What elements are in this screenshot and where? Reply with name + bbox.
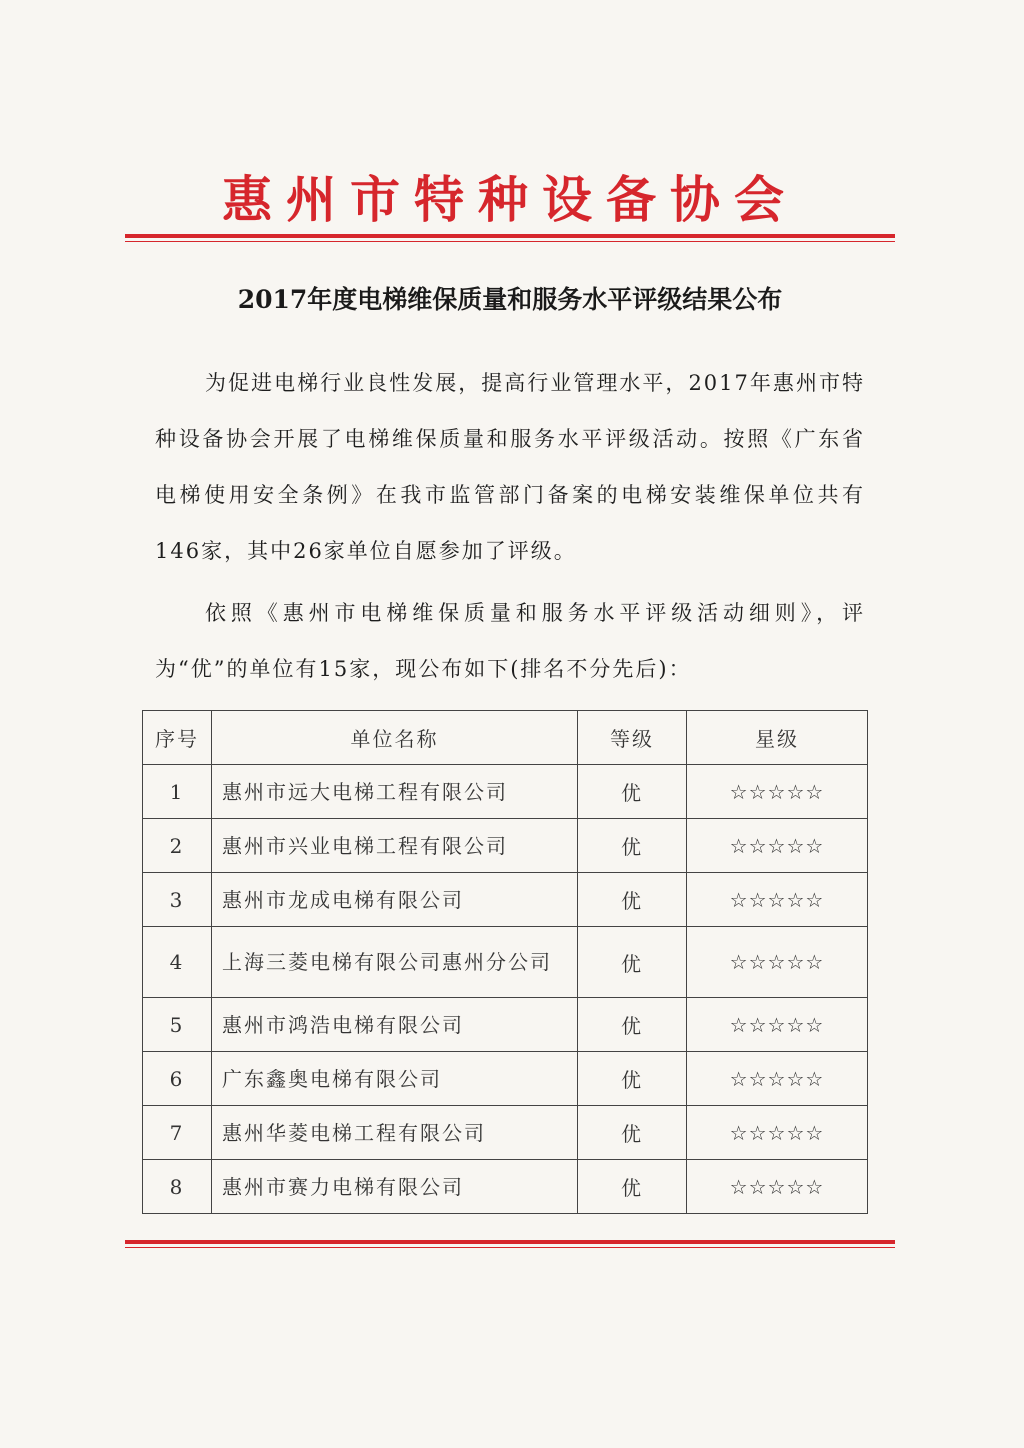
header-grade: 等级	[578, 711, 687, 765]
row-star-rating: ☆☆☆☆☆	[687, 1106, 868, 1160]
header-company-name: 单位名称	[212, 711, 578, 765]
table-row	[143, 927, 868, 998]
row-star-rating: ☆☆☆☆☆	[687, 1052, 868, 1106]
row-company-name: 惠州市赛力电梯有限公司	[212, 1160, 578, 1214]
row-grade: 优	[578, 1052, 687, 1106]
row-company-name: 上海三菱电梯有限公司惠州分公司	[212, 927, 578, 998]
row-company-name: 惠州市龙成电梯有限公司	[212, 873, 578, 927]
table-row	[143, 1106, 868, 1160]
row-star-rating: ☆☆☆☆☆	[687, 765, 868, 819]
row-grade: 优	[578, 1106, 687, 1160]
row-grade: 优	[578, 998, 687, 1052]
row-number: 3	[143, 873, 212, 927]
row-star-rating: ☆☆☆☆☆	[687, 998, 868, 1052]
footer-red-rule	[125, 1240, 895, 1248]
row-grade: 优	[578, 1160, 687, 1214]
row-number: 4	[143, 927, 212, 998]
table-row	[143, 819, 868, 873]
letterhead-red-rule	[125, 234, 895, 242]
row-number: 6	[143, 1052, 212, 1106]
row-company-name: 广东鑫奥电梯有限公司	[212, 1052, 578, 1106]
row-number: 5	[143, 998, 212, 1052]
row-star-rating: ☆☆☆☆☆	[687, 819, 868, 873]
row-company-name: 惠州华菱电梯工程有限公司	[212, 1106, 578, 1160]
row-number: 1	[143, 765, 212, 819]
announcement-paragraph: 依照《惠州市电梯维保质量和服务水平评级活动细则》，评为“优”的单位有15家，现公布如下(排名不分先后)：	[155, 601, 865, 681]
table-row	[143, 873, 868, 927]
document-title: 2017年度电梯维保质量和服务水平评级结果公布	[237, 285, 783, 314]
row-number: 2	[143, 819, 212, 873]
row-star-rating: ☆☆☆☆☆	[687, 873, 868, 927]
row-star-rating: ☆☆☆☆☆	[687, 927, 868, 998]
header-stars: 星级	[687, 711, 868, 765]
results-table	[142, 710, 868, 1214]
table-row	[143, 1160, 868, 1214]
row-grade: 优	[578, 765, 687, 819]
row-grade: 优	[578, 873, 687, 927]
row-number: 8	[143, 1160, 212, 1214]
row-company-name: 惠州市鸿浩电梯有限公司	[212, 998, 578, 1052]
header-number: 序号	[143, 711, 212, 765]
letterhead-title: 惠州市特种设备协会	[222, 171, 798, 229]
row-grade: 优	[578, 927, 687, 998]
table-row	[143, 998, 868, 1052]
intro-paragraph: 为促进电梯行业良性发展，提高行业管理水平，2017年惠州市特种设备协会开展了电梯维保质量和服务水平评级活动。按照《广东省电梯使用安全条例》在我市监管部门备案的电梯安装维保单位共有146家，其中26家单位自愿参加了评级。	[155, 371, 865, 563]
row-number: 7	[143, 1106, 212, 1160]
row-company-name: 惠州市远大电梯工程有限公司	[212, 765, 578, 819]
row-star-rating: ☆☆☆☆☆	[687, 1160, 868, 1214]
row-grade: 优	[578, 819, 687, 873]
table-row	[143, 1052, 868, 1106]
row-company-name: 惠州市兴业电梯工程有限公司	[212, 819, 578, 873]
table-header-row	[143, 711, 868, 765]
table-row	[143, 765, 868, 819]
